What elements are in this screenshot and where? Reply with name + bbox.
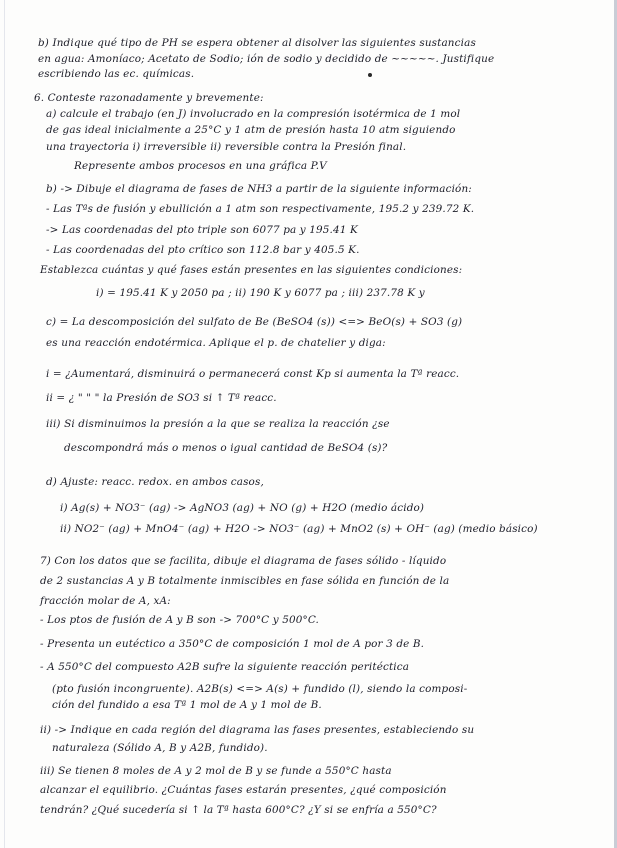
text-line: c) = La descomposición del sulfato de Be (BeSO4 (s)) <=> BeO(s) + SO3 (g) [46,316,463,328]
text-line: descompondrá más o menos o igual cantidad de BeSO4 (s)? [64,442,388,454]
text-line: tendrán? ¿Qué sucedería si ↑ la Tª hasta 600°C? ¿Y si se enfría a 550°C? [40,804,437,816]
text-line: de gas ideal inicialmente a 25°C y 1 atm de presión hasta 10 atm siguiendo [46,124,456,136]
text-line: una trayectoria i) irreversible ii) reversible contra la Presión final. [46,141,407,153]
text-line: 6. Conteste razonadamente y brevemente: [34,92,264,104]
page-edge [4,0,5,848]
text-line: Represente ambos procesos en una gráfica P.V [74,160,327,172]
text-line: ii) -> Indique en cada región del diagrama las fases presentes, estableciendo su [40,724,475,736]
text-line: - Los ptos de fusión de A y B son -> 700°C y 500°C. [40,614,320,626]
text-line: Establezca cuántas y qué fases están presentes en las siguientes condiciones: [40,264,463,276]
text-line: fracción molar de A, xA: [40,595,171,607]
text-line: i) = 195.41 K y 2050 pa ; ii) 190 K y 6077 pa ; iii) 237.78 K y [96,287,425,299]
text-line: 7) Con los datos que se facilita, dibuje el diagrama de fases sólido - líquido [40,555,447,567]
text-line: b) -> Dibuje el diagrama de fases de NH3 a partir de la siguiente información: [46,183,472,195]
text-line: b) Indique qué tipo de PH se espera obtener al disolver las siguientes sustancias [38,37,476,49]
text-line: - A 550°C del compuesto A2B sufre la siguiente reacción peritéctica [40,661,410,673]
text-line: es una reacción endotérmica. Aplique el p. de chatelier y diga: [46,337,386,349]
text-line: - Las coordenadas del pto crítico son 112.8 bar y 405.5 K. [46,244,360,256]
text-line: d) Ajuste: reacc. redox. en ambos casos, [46,476,264,488]
text-line: - Presenta un eutéctico a 350°C de composición 1 mol de A por 3 de B. [40,638,425,650]
text-line: escribiendo las ec. químicas. [38,68,195,80]
text-line: alcanzar el equilibrio. ¿Cuántas fases estarán presentes, ¿qué composición [40,784,447,796]
text-line: i = ¿Aumentará, disminuirá o permanecerá const Kp si aumenta la Tª reacc. [46,368,460,380]
text-line: naturaleza (Sólido A, B y A2B, fundido). [52,742,268,754]
text-line: de 2 sustancias A y B totalmente inmiscibles en fase sólida en función de la [40,575,450,587]
text-line: ción del fundido a esa Tª 1 mol de A y 1 mol de B. [52,699,322,711]
text-line: -> Las coordenadas del pto triple son 6077 pa y 195.41 K [46,224,358,236]
text-line: en agua: Amoníaco; Acetato de Sodio; ión de sodio y decidido de ~~~~~. Justifique [38,53,495,65]
text-line: (pto fusión incongruente). A2B(s) <=> A(s) + fundido (l), siendo la composi- [52,683,468,695]
text-line: iii) Se tienen 8 moles de A y 2 mol de B y se funde a 550°C hasta [40,765,392,777]
ink-mark [368,73,372,77]
text-line: ii) NO2⁻ (ag) + MnO4⁻ (ag) + H2O -> NO3⁻ (ag) + MnO2 (s) + OH⁻ (ag) (medio básico) [60,523,538,535]
text-line: i) Ag(s) + NO3⁻ (ag) -> AgNO3 (ag) + NO (g) + H2O (medio ácido) [60,502,425,514]
text-line: ii = ¿ " " " la Presión de SO3 si ↑ Tª reacc. [46,392,277,404]
text-line: iii) Si disminuimos la presión a la que se realiza la reacción ¿se [46,418,390,430]
text-line: - Las Tªs de fusión y ebullición a 1 atm son respectivamente, 195.2 y 239.72 K. [46,203,475,215]
text-line: a) calcule el trabajo (en J) involucrado en la compresión isotérmica de 1 mol [46,108,461,120]
